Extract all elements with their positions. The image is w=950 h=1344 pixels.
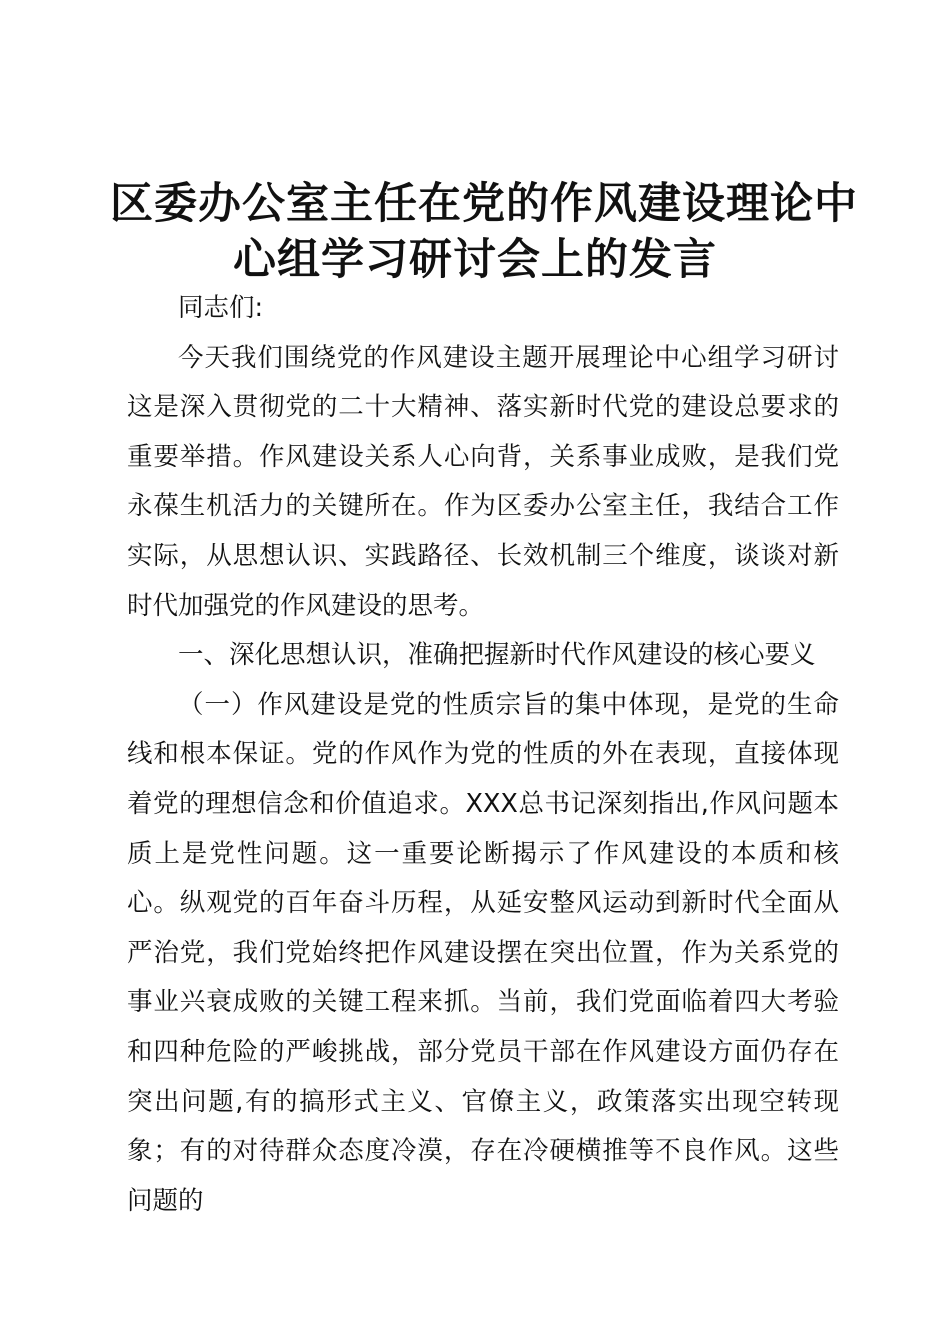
section-heading-1: 一、深化思想认识，准确把握新时代作风建设的核心要义 <box>178 640 816 671</box>
paragraph-intro: 今天我们围绕党的作风建设主题开展理论中心组学习研讨这是深入贯彻党的二十大精神、落实新时代党的建设总要求的重要举措。作风建设关系人心向背，关系事业成败，是我们党永葆生机活力的关键所在。作为区委办公室主任，我结合工作实际，从思想认识、实践路径、长效机制三个维度，谈谈对新时代加强党的作风建设的思考。 <box>127 342 839 621</box>
title-line-2: 心组学习研讨会上的发言 <box>233 235 717 285</box>
document-title <box>110 176 858 288</box>
title-line-1: 区委办公室主任在党的作风建设理论中 <box>110 179 858 229</box>
salutation: 同志们: <box>178 293 264 323</box>
paragraph-subsection-1: （一）作风建设是党的性质宗旨的集中体现，是党的生命线和根本保证。党的作风作为党的性质的外在表现，直接体现着党的理想信念和价值追求。XXX总书记深刻指出,作风问题本质上是党性问题。这一重要论断揭示了作风建设的本质和核心。纵观党的百年奋斗历程，从延安整风运动到新时代全面从严治党，我们党始终把作风建设摆在突出位置，作为关系党的事业兴衰成败的关键工程来抓。当前，我们党面临着四大考验和四种危险的严峻挑战，部分党员干部在作风建设方面仍存在突出问题,有的搞形式主义、官僚主义，政策落实出现空转现象；有的对待群众态度冷漠，存在冷硬横推等不良作风。这些问题的 <box>127 689 839 1216</box>
document-body <box>127 284 839 1226</box>
